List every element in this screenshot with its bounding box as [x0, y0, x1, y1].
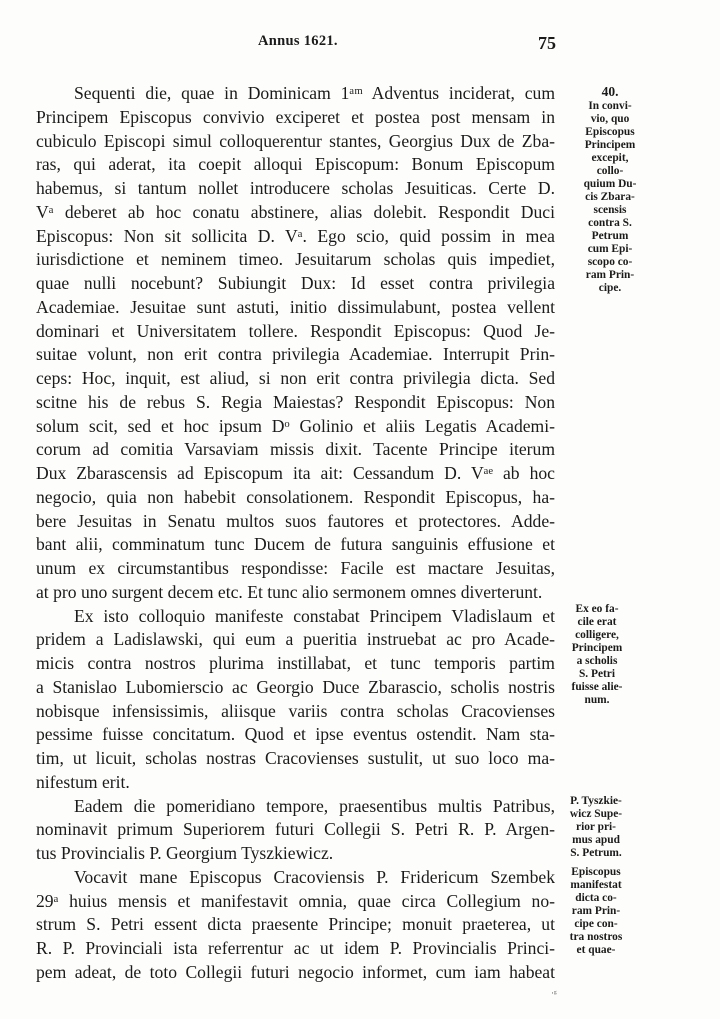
marginal-line: scopo co-	[587, 256, 633, 268]
running-title: Annus 1621.	[258, 33, 338, 49]
text-line: tus Provincialis P. Georgium Tyszkiewicz.	[36, 843, 334, 863]
marginal-line: Episcopus	[571, 866, 621, 878]
marginal-line: ram Prin-	[585, 269, 635, 281]
paragraph	[36, 866, 555, 985]
text-line: corum ad comitia Varsaviam missis dixit. Tacente Principe iterum	[36, 439, 555, 460]
marginal-line: wicz Supe-	[569, 808, 623, 820]
marginal-note-manifestat	[561, 866, 631, 957]
marginal-line: cum Epi-	[587, 243, 633, 255]
marginal-line: num.	[584, 694, 610, 706]
text-line: pem adeat, de toto Collegii futuri negocio informet, cum iam habeat	[36, 961, 555, 982]
marginal-line: cile erat	[577, 616, 617, 628]
marginal-line: Principem	[584, 139, 636, 151]
marginal-line: cipe con-	[574, 918, 618, 930]
marginal-line: ram Prin-	[571, 905, 621, 917]
marginal-line: S. Petrum.	[570, 847, 622, 859]
text-line: ceps: Hoc, inquit, est aliud, si non erit contra privilegia dicta. Sed	[36, 368, 555, 388]
text-line: nifestum erit.	[36, 771, 130, 792]
page-header	[0, 33, 720, 55]
marginal-note-tyszkiewicz	[561, 795, 631, 860]
marginal-line: cis Zbara-	[585, 191, 635, 203]
text-line: Episcopus: Non sit sollicita D. Vᵃ. Ego scio, quid possim in mea	[36, 225, 555, 246]
marginal-line: mus apud	[572, 834, 620, 846]
marginal-note-scholis	[562, 603, 632, 707]
marginal-line: P. Tyszkie-	[570, 795, 622, 807]
marginal-line: Ex eo fa-	[575, 603, 619, 615]
footer-mark: ·ᵍ	[551, 988, 557, 998]
marginal-line: excepit,	[591, 152, 629, 164]
marginal-line: Principem	[571, 642, 623, 654]
text-line: strum S. Petri essent dicta praesente Principe; monuit praeterea, ut	[36, 914, 555, 935]
text-line: nominavit primum Superiorem futuri Collegii S. Petri R. P. Argen-	[36, 819, 555, 840]
text-line: a Stanislao Lubomierscio ac Georgio Duce Zbarascio, scholis nostris	[36, 676, 555, 697]
main-text	[36, 82, 555, 985]
marginal-line: contra S.	[588, 217, 632, 229]
text-line: bere Jesuitas in Senatu multos suos fautores et protectores. Adde-	[36, 510, 555, 531]
marginal-number: 40.	[601, 84, 619, 99]
paragraph	[36, 605, 555, 795]
text-line: habemus, si tantum nollet introducere scholas Jesuiticas. Certe D.	[36, 178, 555, 198]
text-line: Ex isto colloquio manifeste constabat Principem Vladislaum et	[74, 605, 555, 626]
paragraph	[36, 795, 555, 866]
text-line: cubiculo Episcopi simul colloquerentur stantes, Georgius Dux de Zba-	[36, 130, 555, 151]
text-line: Eadem die pomeridiano tempore, praesentibus multis Patribus,	[74, 795, 555, 816]
text-line: dominari et Universitatem tollere. Respondit Episcopus: Quod Je-	[36, 320, 555, 341]
page-number: 75	[538, 33, 556, 53]
text-line: 29ᵃ huius mensis et manifestavit omnia, quae circa Collegium no-	[36, 890, 555, 911]
paragraph	[36, 82, 555, 605]
text-line: suitae volunt, non erit contra privilegia Academiae. Interrupit Prin-	[36, 344, 555, 365]
text-line: R. P. Provinciali ista referrentur ac ut idem P. Provincialis Princi-	[36, 938, 555, 958]
text-line: iurisdictione et neminem timeo. Jesuitarum scholas quis impediet,	[36, 249, 555, 270]
marginal-line: cipe.	[598, 282, 622, 294]
text-line: solum scit, sed et hoc ipsum Dᵒ Golinio et aliis Legatis Academi-	[36, 415, 555, 436]
text-line: at pro uno surgent decem etc. Et tunc alio sermonem omnes diverterunt.	[36, 581, 543, 602]
text-line: negocio, quia non habebit consolationem. Respondit Episcopus, ha-	[36, 486, 555, 507]
text-line: Dux Zbarascensis ad Episcopum ita ait: Cessandum D. Vᵃᵉ ab hoc	[36, 463, 555, 483]
marginal-line: a scholis	[576, 655, 618, 667]
marginal-line: S. Petri	[578, 668, 616, 680]
marginal-line: In convi-	[588, 100, 632, 112]
text-line: scitne his de rebus S. Regia Maiestas? Respondit Episcopus: Non	[36, 391, 555, 412]
marginal-line: tra nostros	[569, 931, 623, 943]
marginal-line: rior pri-	[576, 821, 616, 833]
marginal-line: quium Du-	[583, 178, 637, 190]
marginal-line: fuisse alie-	[571, 681, 623, 693]
marginal-line: manifestat	[570, 879, 622, 891]
marginal-line: colligere,	[575, 629, 619, 641]
text-line: Principem Episcopus convivio exciperet et postea post mensam in	[36, 106, 555, 127]
marginal-line: collo-	[596, 165, 624, 177]
marginal-line: scensis	[593, 204, 627, 216]
text-line: bant alii, comminatum tunc Ducem de futura sanguinis effusione et	[36, 534, 555, 555]
marginal-line: dicta co-	[575, 892, 617, 904]
text-line: Vᵃ deberet ab hoc conatu abstinere, alias dolebit. Respondit Duci	[36, 201, 555, 222]
text-line: nobisque infensissimis, aliisque variis contra scholas Cracovienses	[36, 700, 555, 721]
marginal-line: et quae-	[576, 944, 616, 956]
text-line: ras, qui aderat, ita coepit alloqui Episcopum: Bonum Episcopum	[36, 154, 555, 175]
text-line: tim, ut licuit, scholas nostras Cracovienses sustulit, ut suo loco ma-	[36, 748, 555, 768]
text-line: unum ex circumstantibus respondisse: Facile est mactare Jesuitas,	[36, 558, 555, 578]
text-line: pessime fuisse concitatum. Quod et ipse eventus ostendit. Nam sta-	[36, 724, 555, 745]
text-line: micis contra nostros plurima instillabat, et tunc temporis partim	[36, 653, 555, 673]
text-line: Academiae. Jesuitae sunt astuti, initio dissimulabunt, postea vellent	[36, 296, 555, 317]
marginal-note-40	[575, 84, 645, 295]
text-line: pridem a Ladislawski, qui eum a pueritia instruebat ac pro Acade-	[36, 629, 555, 650]
text-line: quae nulli nocebunt? Subiungit Dux: Id esset contra privilegia	[36, 273, 555, 293]
marginal-line: Episcopus	[585, 126, 635, 138]
marginal-line: vio, quo	[590, 113, 630, 125]
marginal-line: Petrum	[591, 230, 629, 242]
text-line: Sequenti die, quae in Dominicam 1ᵃᵐ Adventus inciderat, cum	[74, 83, 555, 103]
text-line: Vocavit mane Episcopus Cracoviensis P. Fridericum Szembek	[74, 866, 555, 887]
